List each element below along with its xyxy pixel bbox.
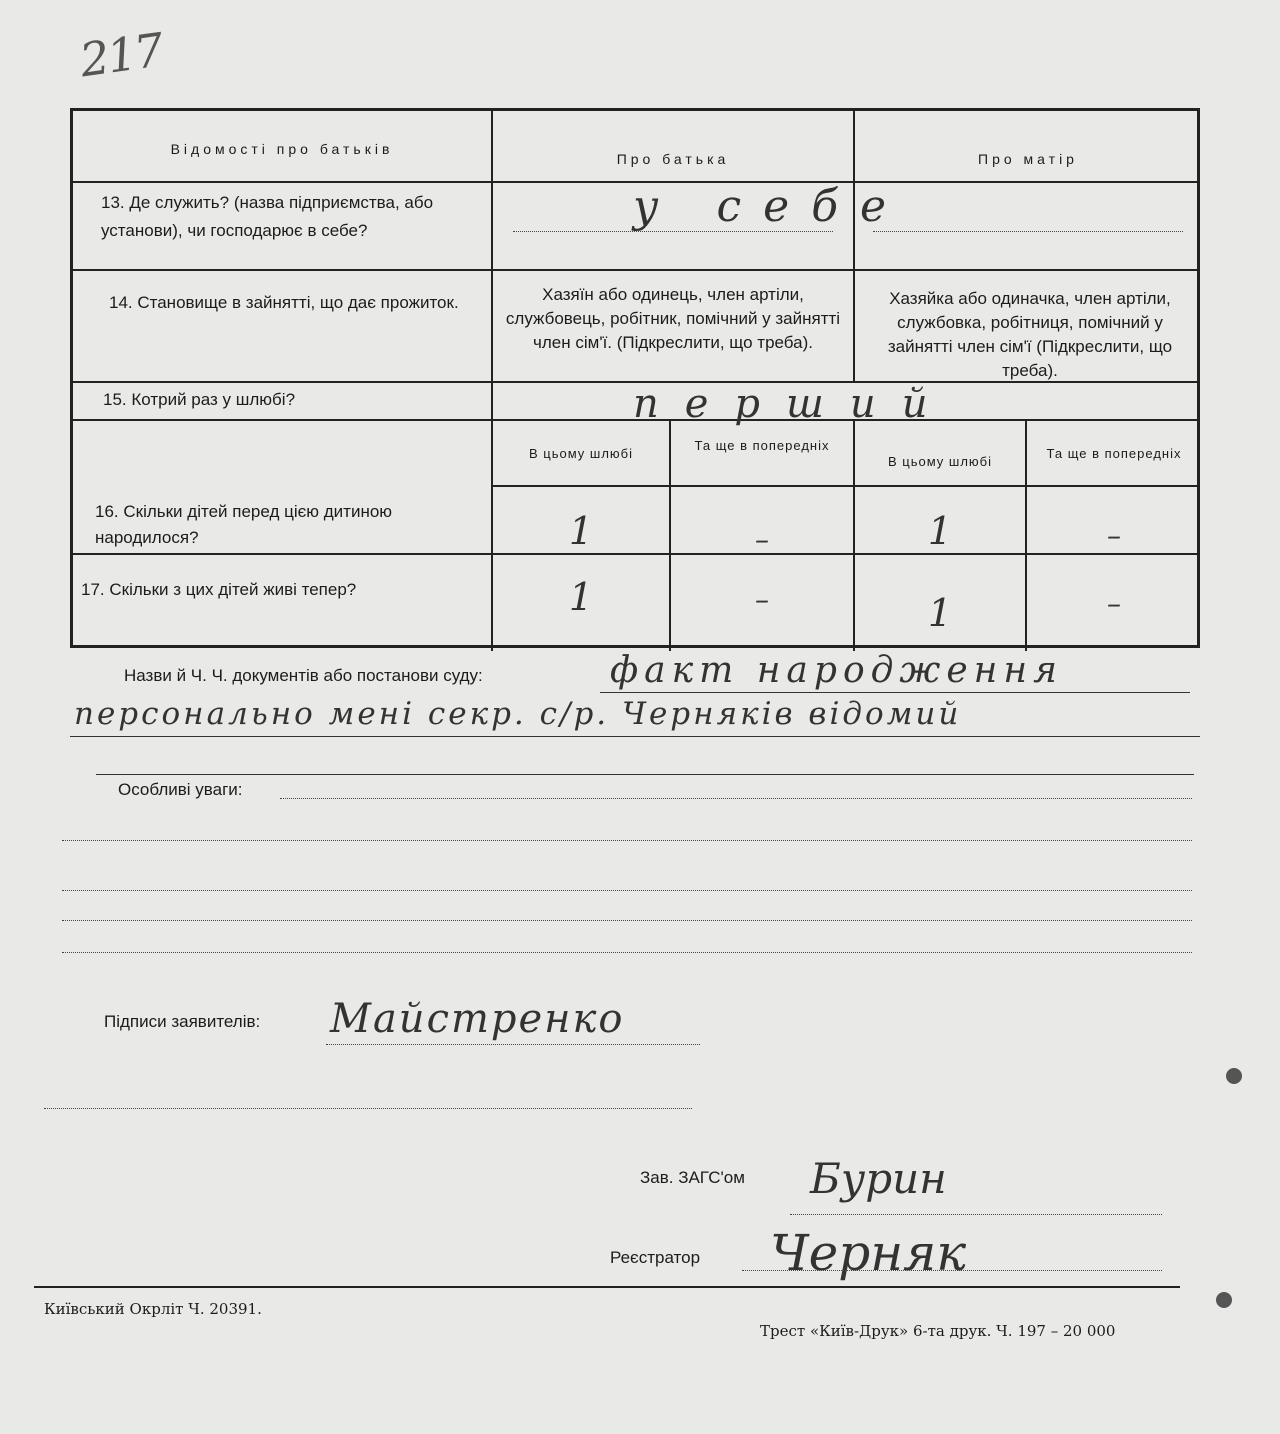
corner-note: 217 [76, 22, 166, 88]
remarks-label: Особливі уваги: [118, 780, 243, 799]
binding-hole [1216, 1292, 1232, 1308]
answer-16-mother-previous: – [1107, 519, 1121, 552]
answer-14-mother: Хазяйка або одиначка, член артіли, службовка, робітниця, помічний у зайнятті член сім'ї (Підкреслити, що треба). [887, 289, 1173, 380]
answer-16-father-previous: – [755, 523, 769, 556]
documents-handwritten-line1: факт народження [610, 650, 1063, 691]
documents-label: Назви й Ч. Ч. документів або постанови суду: [124, 666, 483, 685]
answer-15-handwritten: перший [633, 381, 954, 427]
answer-16-mother-in-marriage: 1 [927, 509, 953, 553]
question-17: 17. Скільки з цих дітей живі тепер? [81, 580, 357, 599]
answer-17-mother-in-marriage: 1 [927, 591, 953, 635]
registrar-signature: Черняк [770, 1224, 967, 1282]
sub-header-father-in-marriage: В цьому шлюбі [528, 446, 634, 461]
answer-13-handwritten: у себе [633, 181, 909, 232]
applicant-signature: Майстренко [330, 996, 625, 1042]
sub-header-mother-previous: Та ще в попередніх [1046, 446, 1182, 461]
header-about-father: Про батька [616, 151, 730, 167]
answer-17-father-previous: – [755, 583, 769, 616]
answer-16-father-in-marriage: 1 [568, 509, 594, 553]
question-16: 16. Скільки дітей перед цією дитиною народилося? [95, 502, 393, 547]
header-about-mother: Про матір [978, 151, 1078, 167]
footer-printer-info: Трест «Київ-Друк» 6-та друк. Ч. 197 – 20 000 [760, 1322, 1116, 1340]
parents-info-table [70, 108, 1200, 648]
registrar-label: Реєстратор [610, 1248, 701, 1267]
head-of-registry-signature: Бурин [810, 1154, 947, 1203]
sub-header-mother-in-marriage: В цьому шлюбі [887, 454, 993, 469]
answer-17-father-in-marriage: 1 [568, 575, 594, 619]
documents-handwritten-line2: персонально мені секр. с/р. Черняків відомий [74, 696, 962, 732]
head-of-registry-label: Зав. ЗАГС'ом [640, 1168, 745, 1187]
question-14: 14. Становище в зайнятті, що дає прожиток. [109, 293, 459, 312]
answer-14-father: Хазяїн або одинець, член артіли, службовець, робітник, помічний у зайнятті член сім'ї. (Підкреслити, що треба). [505, 285, 841, 352]
question-15: 15. Котрий раз у шлюбі? [103, 390, 296, 409]
answer-17-mother-previous: – [1107, 587, 1121, 620]
binding-hole [1226, 1068, 1242, 1084]
sub-header-father-previous: Та ще в попередніх [694, 438, 830, 453]
header-about-parents: Відомості про батьків [170, 141, 394, 157]
question-13: 13. Де служить? (назва підприємства, або установи), чи господарює в себе? [101, 193, 434, 240]
applicants-signature-label: Підписи заявителів: [104, 1012, 261, 1031]
footer-censor-number: Київський Окрліт Ч. 20391. [44, 1300, 262, 1318]
